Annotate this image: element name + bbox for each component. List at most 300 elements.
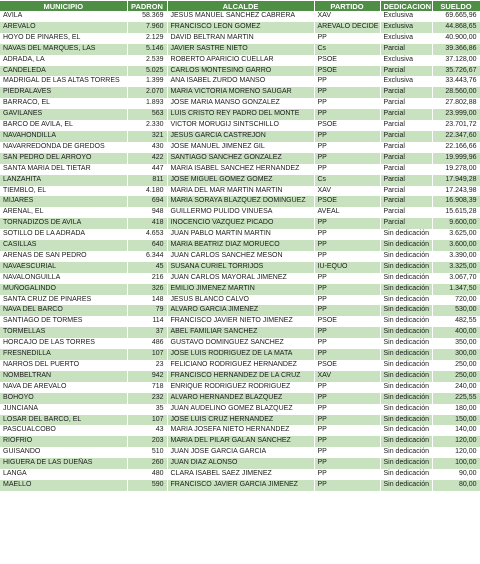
cell-alcalde: INOCENCIO VAZQUEZ PICADO	[167, 218, 314, 229]
table-row	[0, 327, 480, 338]
cell-municipio: NAVAS DEL MARQUES, LAS	[0, 44, 127, 55]
cell-partido: PP	[314, 131, 380, 142]
table-row	[0, 338, 480, 349]
cell-dedicacion: Parcial	[380, 98, 432, 109]
header-alcalde: ALCALDE	[167, 1, 314, 11]
table-row	[0, 22, 480, 33]
cell-partido: IU-EQUO	[314, 262, 380, 273]
table-row	[0, 142, 480, 153]
cell-alcalde: EMILIO JIMENEZ MARTIN	[167, 284, 314, 295]
cell-municipio: TIEMBLO, EL	[0, 186, 127, 197]
cell-partido: PP	[314, 109, 380, 120]
cell-alcalde: VICTOR MORUGIJ SINTSCHILLO	[167, 120, 314, 131]
cell-dedicacion: Sin dedicación	[380, 480, 432, 491]
cell-dedicacion: Sin dedicación	[380, 447, 432, 458]
cell-dedicacion: Exclusiva	[380, 55, 432, 66]
header-row	[0, 1, 480, 11]
cell-partido: PP	[314, 415, 380, 426]
cell-dedicacion: Parcial	[380, 175, 432, 186]
cell-alcalde: MARIA BEATRIZ DIAZ MORUECO	[167, 240, 314, 251]
table-row	[0, 66, 480, 77]
cell-alcalde: JUAN CARLOS SANCHEZ MESON	[167, 251, 314, 262]
cell-dedicacion: Sin dedicación	[380, 436, 432, 447]
table-row	[0, 284, 480, 295]
cell-sueldo: 350,00	[432, 338, 480, 349]
table-row	[0, 87, 480, 98]
table-row	[0, 447, 480, 458]
cell-partido: XAV	[314, 371, 380, 382]
header-partido: PARTIDO	[314, 1, 380, 11]
cell-padron: 260	[127, 458, 167, 469]
cell-padron: 35	[127, 404, 167, 415]
cell-partido: PP	[314, 273, 380, 284]
cell-partido: PP	[314, 305, 380, 316]
cell-municipio: LOSAR DEL BARCO, EL	[0, 415, 127, 426]
cell-padron: 480	[127, 469, 167, 480]
cell-alcalde: JESUS MANUEL SANCHEZ CABRERA	[167, 11, 314, 22]
cell-dedicacion: Sin dedicación	[380, 415, 432, 426]
cell-municipio: NAVALONGUILLA	[0, 273, 127, 284]
cell-padron: 107	[127, 349, 167, 360]
cell-dedicacion: Sin dedicación	[380, 305, 432, 316]
cell-padron: 148	[127, 295, 167, 306]
table-row	[0, 273, 480, 284]
cell-alcalde: FRANCISCO HERNANDEZ DE LA CRUZ	[167, 371, 314, 382]
cell-sueldo: 17.949,28	[432, 175, 480, 186]
cell-sueldo: 19.278,00	[432, 164, 480, 175]
cell-partido: PP	[314, 458, 380, 469]
cell-partido: PP	[314, 425, 380, 436]
cell-dedicacion: Sin dedicación	[380, 469, 432, 480]
table-row	[0, 295, 480, 306]
cell-municipio: BARCO DE AVILA, EL	[0, 120, 127, 131]
cell-sueldo: 23.999,00	[432, 109, 480, 120]
cell-municipio: SOTILLO DE LA ADRADA	[0, 229, 127, 240]
cell-padron: 37	[127, 327, 167, 338]
cell-municipio: MUÑOGALINDO	[0, 284, 127, 295]
cell-padron: 6.344	[127, 251, 167, 262]
cell-alcalde: JUAN JOSE GARCIA GARCIA	[167, 447, 314, 458]
table-row	[0, 251, 480, 262]
cell-sueldo: 33.443,76	[432, 76, 480, 87]
table-row	[0, 316, 480, 327]
table-row	[0, 196, 480, 207]
cell-municipio: HIGUERA DE LAS DUEÑAS	[0, 458, 127, 469]
cell-padron: 232	[127, 393, 167, 404]
cell-municipio: ARENAL, EL	[0, 207, 127, 218]
cell-partido: AREVALO DECIDE	[314, 22, 380, 33]
cell-sueldo: 80,00	[432, 480, 480, 491]
cell-sueldo: 482,55	[432, 316, 480, 327]
cell-dedicacion: Parcial	[380, 131, 432, 142]
table-row	[0, 44, 480, 55]
cell-sueldo: 17.243,98	[432, 186, 480, 197]
cell-sueldo: 400,00	[432, 327, 480, 338]
table-row	[0, 109, 480, 120]
cell-padron: 590	[127, 480, 167, 491]
header-sueldo: SUELDO	[432, 1, 480, 11]
cell-partido: Cs	[314, 175, 380, 186]
cell-padron: 58.369	[127, 11, 167, 22]
cell-municipio: MIJARES	[0, 196, 127, 207]
cell-partido: Cs	[314, 44, 380, 55]
cell-partido: PSOE	[314, 55, 380, 66]
cell-dedicacion: Sin dedicación	[380, 284, 432, 295]
cell-dedicacion: Parcial	[380, 218, 432, 229]
cell-dedicacion: Sin dedicación	[380, 349, 432, 360]
cell-padron: 2.070	[127, 87, 167, 98]
cell-alcalde: DAVID BELTRAN MARTIN	[167, 33, 314, 44]
cell-alcalde: FELICIANO RODRIGUEZ HERNANDEZ	[167, 360, 314, 371]
cell-sueldo: 39.366,86	[432, 44, 480, 55]
cell-partido: PP	[314, 251, 380, 262]
cell-dedicacion: Sin dedicación	[380, 273, 432, 284]
table-row	[0, 33, 480, 44]
table-row	[0, 175, 480, 186]
cell-municipio: BOHOYO	[0, 393, 127, 404]
table-row	[0, 76, 480, 87]
cell-padron: 43	[127, 425, 167, 436]
cell-alcalde: LUIS CRISTO REY PADRO DEL MONTE	[167, 109, 314, 120]
cell-alcalde: SANTIAGO SANCHEZ GONZALEZ	[167, 153, 314, 164]
cell-sueldo: 720,00	[432, 295, 480, 306]
cell-dedicacion: Sin dedicación	[380, 360, 432, 371]
cell-dedicacion: Sin dedicación	[380, 327, 432, 338]
cell-padron: 1.399	[127, 76, 167, 87]
cell-alcalde: JOSE MARIA MANSO GONZALEZ	[167, 98, 314, 109]
cell-padron: 430	[127, 142, 167, 153]
cell-alcalde: JESUS GARCIA CASTREJON	[167, 131, 314, 142]
cell-sueldo: 225,55	[432, 393, 480, 404]
cell-padron: 640	[127, 240, 167, 251]
cell-municipio: LANGA	[0, 469, 127, 480]
cell-alcalde: FRANCISCO LEON GOMEZ	[167, 22, 314, 33]
cell-partido: PP	[314, 338, 380, 349]
cell-dedicacion: Parcial	[380, 66, 432, 77]
cell-padron: 694	[127, 196, 167, 207]
cell-partido: PP	[314, 349, 380, 360]
cell-municipio: MADRIGAL DE LAS ALTAS TORRES	[0, 76, 127, 87]
cell-sueldo: 3.067,70	[432, 273, 480, 284]
cell-municipio: HOYO DE PINARES, EL	[0, 33, 127, 44]
cell-dedicacion: Sin dedicación	[380, 251, 432, 262]
table-row	[0, 218, 480, 229]
mayors-salary-table	[0, 1, 480, 491]
cell-dedicacion: Parcial	[380, 109, 432, 120]
cell-partido: AVEAL	[314, 207, 380, 218]
table-row	[0, 458, 480, 469]
table-row	[0, 131, 480, 142]
cell-dedicacion: Sin dedicación	[380, 229, 432, 240]
cell-partido: PSOE	[314, 120, 380, 131]
cell-sueldo: 3.600,00	[432, 240, 480, 251]
cell-padron: 203	[127, 436, 167, 447]
cell-partido: PP	[314, 284, 380, 295]
cell-dedicacion: Sin dedicación	[380, 262, 432, 273]
cell-padron: 2.330	[127, 120, 167, 131]
cell-padron: 718	[127, 382, 167, 393]
cell-partido: XAV	[314, 11, 380, 22]
cell-municipio: FRESNEDILLA	[0, 349, 127, 360]
cell-sueldo: 120,00	[432, 447, 480, 458]
cell-alcalde: CLARA ISABEL SAEZ JIMENEZ	[167, 469, 314, 480]
cell-sueldo: 28.560,00	[432, 87, 480, 98]
cell-dedicacion: Parcial	[380, 164, 432, 175]
cell-municipio: PASCUALCOBO	[0, 425, 127, 436]
cell-dedicacion: Parcial	[380, 44, 432, 55]
cell-alcalde: ABEL FAMILIAR SANCHEZ	[167, 327, 314, 338]
cell-dedicacion: Parcial	[380, 196, 432, 207]
table-row	[0, 382, 480, 393]
cell-padron: 4.180	[127, 186, 167, 197]
cell-dedicacion: Exclusiva	[380, 33, 432, 44]
table-row	[0, 229, 480, 240]
cell-sueldo: 23.701,72	[432, 120, 480, 131]
cell-dedicacion: Sin dedicación	[380, 393, 432, 404]
cell-municipio: TORNADIZOS DE AVILA	[0, 218, 127, 229]
cell-sueldo: 3.325,00	[432, 262, 480, 273]
cell-sueldo: 300,00	[432, 349, 480, 360]
cell-sueldo: 37.128,00	[432, 55, 480, 66]
cell-alcalde: FRANCISCO JAVIER NIETO JIMENEZ	[167, 316, 314, 327]
cell-partido: PP	[314, 447, 380, 458]
header-dedicacion: DEDICACION	[380, 1, 432, 11]
cell-partido: PP	[314, 393, 380, 404]
cell-municipio: SANTIAGO DE TORMES	[0, 316, 127, 327]
cell-padron: 79	[127, 305, 167, 316]
cell-partido: PP	[314, 327, 380, 338]
cell-padron: 5.146	[127, 44, 167, 55]
header-padron: PADRON	[127, 1, 167, 11]
cell-partido: PP	[314, 295, 380, 306]
cell-municipio: NOMBELTRAN	[0, 371, 127, 382]
cell-dedicacion: Sin dedicación	[380, 458, 432, 469]
cell-municipio: BARRACO, EL	[0, 98, 127, 109]
cell-dedicacion: Sin dedicación	[380, 338, 432, 349]
cell-partido: PP	[314, 87, 380, 98]
table-row	[0, 153, 480, 164]
cell-dedicacion: Sin dedicación	[380, 316, 432, 327]
table-row	[0, 349, 480, 360]
cell-alcalde: MARIA DEL PILAR GALAN SANCHEZ	[167, 436, 314, 447]
cell-padron: 422	[127, 153, 167, 164]
cell-alcalde: MARIA ISABEL SANCHEZ HERNANDEZ	[167, 164, 314, 175]
cell-dedicacion: Parcial	[380, 207, 432, 218]
cell-municipio: SANTA MARIA DEL TIETAR	[0, 164, 127, 175]
cell-partido: PSOE	[314, 360, 380, 371]
cell-municipio: LANZAHITA	[0, 175, 127, 186]
cell-municipio: SAN PEDRO DEL ARROYO	[0, 153, 127, 164]
cell-alcalde: ALVARO HERNANDEZ BLAZQUEZ	[167, 393, 314, 404]
cell-dedicacion: Parcial	[380, 186, 432, 197]
cell-alcalde: SUSANA CURIEL TORRIJOS	[167, 262, 314, 273]
cell-partido: PSOE	[314, 66, 380, 77]
cell-sueldo: 180,00	[432, 404, 480, 415]
cell-padron: 2.129	[127, 33, 167, 44]
cell-padron: 418	[127, 218, 167, 229]
cell-sueldo: 3.625,00	[432, 229, 480, 240]
table-row	[0, 305, 480, 316]
cell-alcalde: JOSE LUIS CRUZ HERNANDEZ	[167, 415, 314, 426]
cell-municipio: TORMELLAS	[0, 327, 127, 338]
table-row	[0, 262, 480, 273]
cell-municipio: PIEDRALAVES	[0, 87, 127, 98]
table-row	[0, 436, 480, 447]
table-row	[0, 240, 480, 251]
cell-partido: PP	[314, 218, 380, 229]
cell-padron: 510	[127, 447, 167, 458]
cell-dedicacion: Parcial	[380, 153, 432, 164]
cell-municipio: AREVALO	[0, 22, 127, 33]
table-row	[0, 11, 480, 22]
cell-sueldo: 150,00	[432, 415, 480, 426]
cell-dedicacion: Sin dedicación	[380, 404, 432, 415]
cell-municipio: ADRADA, LA	[0, 55, 127, 66]
cell-dedicacion: Parcial	[380, 87, 432, 98]
cell-alcalde: JAVIER SASTRE NIETO	[167, 44, 314, 55]
cell-dedicacion: Parcial	[380, 142, 432, 153]
cell-dedicacion: Exclusiva	[380, 11, 432, 22]
cell-padron: 942	[127, 371, 167, 382]
cell-sueldo: 3.390,00	[432, 251, 480, 262]
cell-padron: 1.893	[127, 98, 167, 109]
cell-padron: 2.539	[127, 55, 167, 66]
cell-municipio: JUNCIANA	[0, 404, 127, 415]
cell-municipio: CASILLAS	[0, 240, 127, 251]
cell-partido: PP	[314, 76, 380, 87]
cell-padron: 948	[127, 207, 167, 218]
table-row	[0, 371, 480, 382]
cell-alcalde: JUAN CARLOS MAYORAL JIMENEZ	[167, 273, 314, 284]
cell-municipio: NAVAESCURIAL	[0, 262, 127, 273]
cell-partido: PP	[314, 404, 380, 415]
cell-partido: PP	[314, 480, 380, 491]
cell-sueldo: 140,00	[432, 425, 480, 436]
cell-padron: 486	[127, 338, 167, 349]
cell-partido: PP	[314, 382, 380, 393]
cell-dedicacion: Sin dedicación	[380, 240, 432, 251]
cell-padron: 7.960	[127, 22, 167, 33]
cell-municipio: NAVAHONDILLA	[0, 131, 127, 142]
cell-municipio: CANDELEDA	[0, 66, 127, 77]
cell-municipio: MAELLO	[0, 480, 127, 491]
cell-padron: 216	[127, 273, 167, 284]
cell-municipio: NAVA DEL BARCO	[0, 305, 127, 316]
table-row	[0, 164, 480, 175]
table-row	[0, 425, 480, 436]
table-row	[0, 393, 480, 404]
cell-partido: PP	[314, 240, 380, 251]
table-row	[0, 186, 480, 197]
cell-alcalde: JESUS BLANCO CALVO	[167, 295, 314, 306]
table-row	[0, 404, 480, 415]
cell-partido: PSOE	[314, 196, 380, 207]
table-row	[0, 480, 480, 491]
table-row	[0, 98, 480, 109]
cell-padron: 4.653	[127, 229, 167, 240]
cell-padron: 321	[127, 131, 167, 142]
cell-alcalde: JUAN DIAZ ALONSO	[167, 458, 314, 469]
cell-partido: PP	[314, 98, 380, 109]
cell-partido: PP	[314, 153, 380, 164]
cell-alcalde: MARIA JOSEFA NIETO HERNANDEZ	[167, 425, 314, 436]
table-row	[0, 207, 480, 218]
table-row	[0, 120, 480, 131]
cell-sueldo: 120,00	[432, 436, 480, 447]
table-header	[0, 1, 480, 11]
cell-dedicacion: Exclusiva	[380, 76, 432, 87]
cell-alcalde: JUAN PABLO MARTIN MARTIN	[167, 229, 314, 240]
cell-alcalde: JOSE MANUEL JIMENEZ GIL	[167, 142, 314, 153]
cell-alcalde: ENRIQUE RODRIGUEZ RODRIGUEZ	[167, 382, 314, 393]
cell-padron: 114	[127, 316, 167, 327]
cell-dedicacion: Parcial	[380, 120, 432, 131]
table-row	[0, 415, 480, 426]
cell-partido: PP	[314, 33, 380, 44]
cell-sueldo: 90,00	[432, 469, 480, 480]
cell-dedicacion: Sin dedicación	[380, 295, 432, 306]
table-row	[0, 360, 480, 371]
cell-municipio: NARROS DEL PUERTO	[0, 360, 127, 371]
cell-sueldo: 35.726,67	[432, 66, 480, 77]
cell-padron: 23	[127, 360, 167, 371]
cell-municipio: RIOFRIO	[0, 436, 127, 447]
cell-sueldo: 19.999,96	[432, 153, 480, 164]
cell-partido: XAV	[314, 186, 380, 197]
cell-partido: PP	[314, 142, 380, 153]
cell-alcalde: ROBERTO APARICIO CUELLAR	[167, 55, 314, 66]
cell-padron: 563	[127, 109, 167, 120]
cell-alcalde: ANA ISABEL ZURDO MANSO	[167, 76, 314, 87]
cell-municipio: SANTA CRUZ DE PINARES	[0, 295, 127, 306]
cell-municipio: ARENAS DE SAN PEDRO	[0, 251, 127, 262]
cell-sueldo: 69.665,96	[432, 11, 480, 22]
cell-padron: 5.025	[127, 66, 167, 77]
cell-sueldo: 44.868,65	[432, 22, 480, 33]
cell-partido: PP	[314, 436, 380, 447]
cell-alcalde: GUILLERMO PULIDO VINUESA	[167, 207, 314, 218]
cell-municipio: NAVA DE AREVALO	[0, 382, 127, 393]
cell-partido: PP	[314, 164, 380, 175]
cell-dedicacion: Sin dedicación	[380, 382, 432, 393]
cell-padron: 811	[127, 175, 167, 186]
cell-municipio: NAVARREDONDA DE GREDOS	[0, 142, 127, 153]
cell-municipio: GUISANDO	[0, 447, 127, 458]
cell-sueldo: 40.900,00	[432, 33, 480, 44]
cell-municipio: HORCAJO DE LAS TORRES	[0, 338, 127, 349]
cell-sueldo: 27.802,88	[432, 98, 480, 109]
cell-sueldo: 9.600,00	[432, 218, 480, 229]
cell-alcalde: MARIA SORAYA BLAZQUEZ DOMINGUEZ	[167, 196, 314, 207]
cell-alcalde: MARIA DEL MAR MARTIN MARTIN	[167, 186, 314, 197]
cell-sueldo: 250,00	[432, 371, 480, 382]
cell-sueldo: 22.347,60	[432, 131, 480, 142]
cell-padron: 326	[127, 284, 167, 295]
cell-alcalde: CARLOS MONTESINO GARRO	[167, 66, 314, 77]
cell-padron: 447	[127, 164, 167, 175]
cell-sueldo: 22.166,66	[432, 142, 480, 153]
cell-alcalde: JUAN AUDELINO GOMEZ BLAZQUEZ	[167, 404, 314, 415]
cell-alcalde: JOSE MIGUEL GOMEZ GOMEZ	[167, 175, 314, 186]
cell-municipio: AVILA	[0, 11, 127, 22]
cell-partido: PP	[314, 229, 380, 240]
cell-alcalde: JOSE LUIS RODRIGUEZ DE LA MATA	[167, 349, 314, 360]
cell-dedicacion: Exclusiva	[380, 22, 432, 33]
cell-sueldo: 16.908,39	[432, 196, 480, 207]
cell-partido: PP	[314, 469, 380, 480]
header-municipio: MUNICIPIO	[0, 1, 127, 11]
cell-partido: PSOE	[314, 316, 380, 327]
